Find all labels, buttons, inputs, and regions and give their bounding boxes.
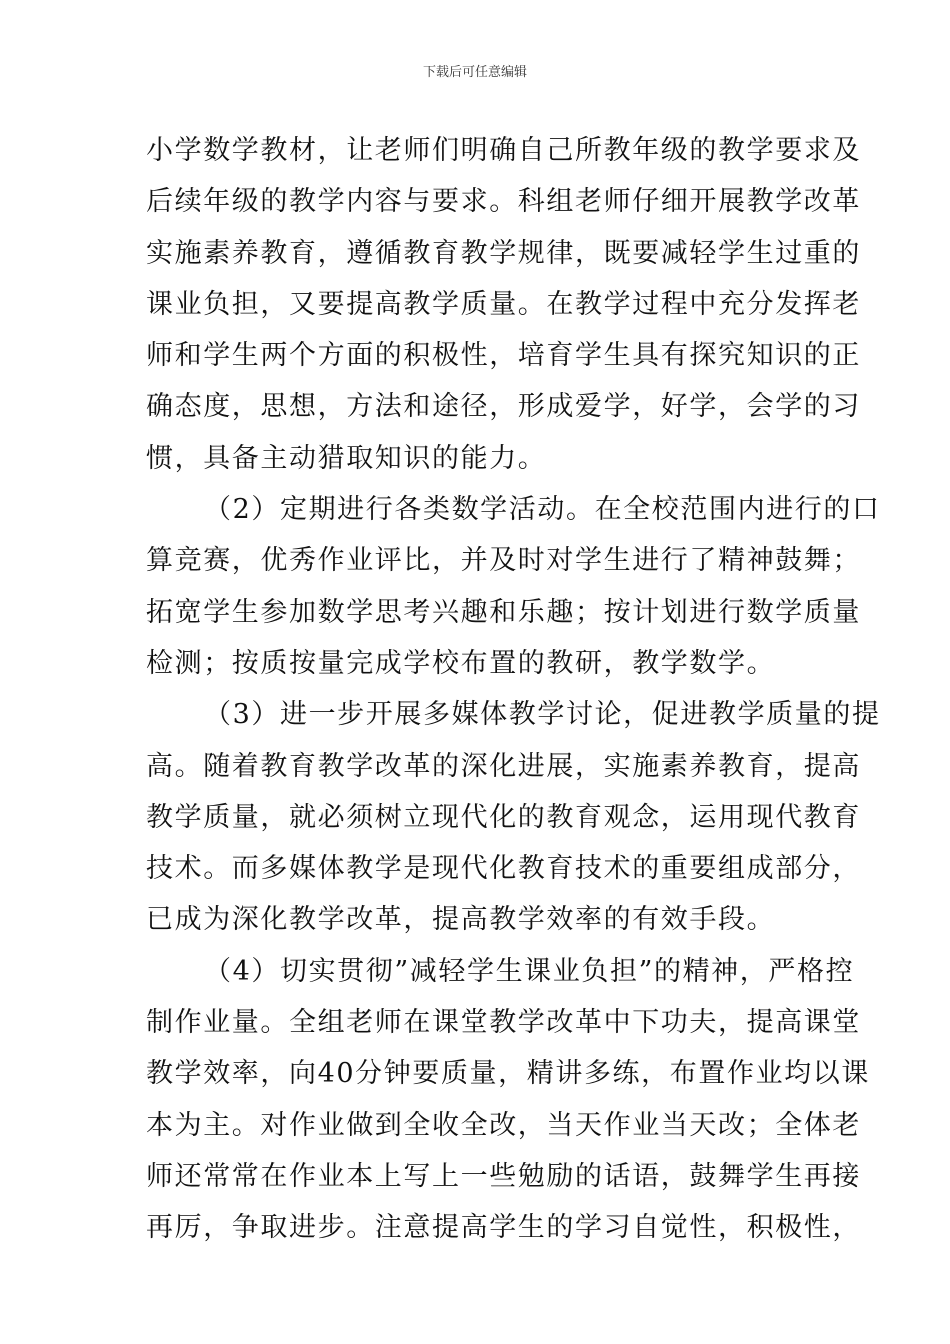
text-line: 技术。而多媒体教学是现代化教育技术的重要组成部分， [146, 853, 861, 885]
text-line: 小学数学教材，让老师们明确自己所教年级的教学要求及 [146, 135, 861, 166]
paragraph-4 [146, 946, 870, 1254]
text-line: 算竞赛，优秀作业评比，并及时对学生进行了精神鼓舞； [146, 545, 861, 577]
text-line: 师和学生两个方面的积极性，培育学生具有探究知识的正 [146, 340, 861, 372]
text-line: 再厉，争取进步。注意提高学生的学习自觉性，积极性， [146, 1212, 861, 1244]
text-line: 制作业量。全组老师在课堂教学改革中下功夫，提高课堂 [146, 1007, 861, 1039]
text-line: 本为主。对作业做到全收全改，当天作业当天改；全体老 [146, 1109, 861, 1141]
paragraph-2 [146, 484, 881, 689]
text-line: 课业负担，又要提高教学质量。在教学过程中充分发挥老 [146, 288, 861, 320]
page-header: 下载后可任意编辑 [422, 65, 527, 80]
paragraph-1 [146, 125, 861, 484]
text-line: 师还常常在作业本上写上一些勉励的话语，鼓舞学生再接 [146, 1160, 861, 1192]
text-line: 惯，具备主动猎取知识的能力。 [146, 442, 547, 474]
paragraph-3 [146, 689, 881, 945]
text-line: 教学质量，就必须树立现代化的教育观念，运用现代教育 [146, 801, 861, 833]
text-line: 实施素养教育，遵循教育教学规律，既要减轻学生过重的 [146, 237, 861, 269]
text-line: 已成为深化教学改革，提高教学效率的有效手段。 [146, 904, 776, 936]
text-line: 检测；按质按量完成学校布置的教研，教学数学。 [146, 647, 776, 679]
text-line: 后续年级的教学内容与要求。科组老师仔细开展教学改革 [146, 186, 861, 218]
text-line: 确态度，思想，方法和途径，形成爱学，好学，会学的习 [146, 391, 861, 423]
text-line: （2）定期进行各类数学活动。在全校范围内进行的口 [204, 494, 881, 526]
text-line: （3）进一步开展多媒体教学讨论，促进教学质量的提 [204, 699, 881, 731]
text-line: 高。随着教育教学改革的深化进展，实施素养教育，提高 [146, 750, 861, 782]
text-line: （4）切实贯彻”减轻学生课业负担”的精神，严格控 [204, 955, 855, 987]
text-line: 教学效率，向40分钟要质量，精讲多练，布置作业均以课 [146, 1058, 870, 1090]
document-body [146, 125, 881, 1254]
text-line: 拓宽学生参加数学思考兴趣和乐趣；按计划进行数学质量 [146, 596, 861, 628]
